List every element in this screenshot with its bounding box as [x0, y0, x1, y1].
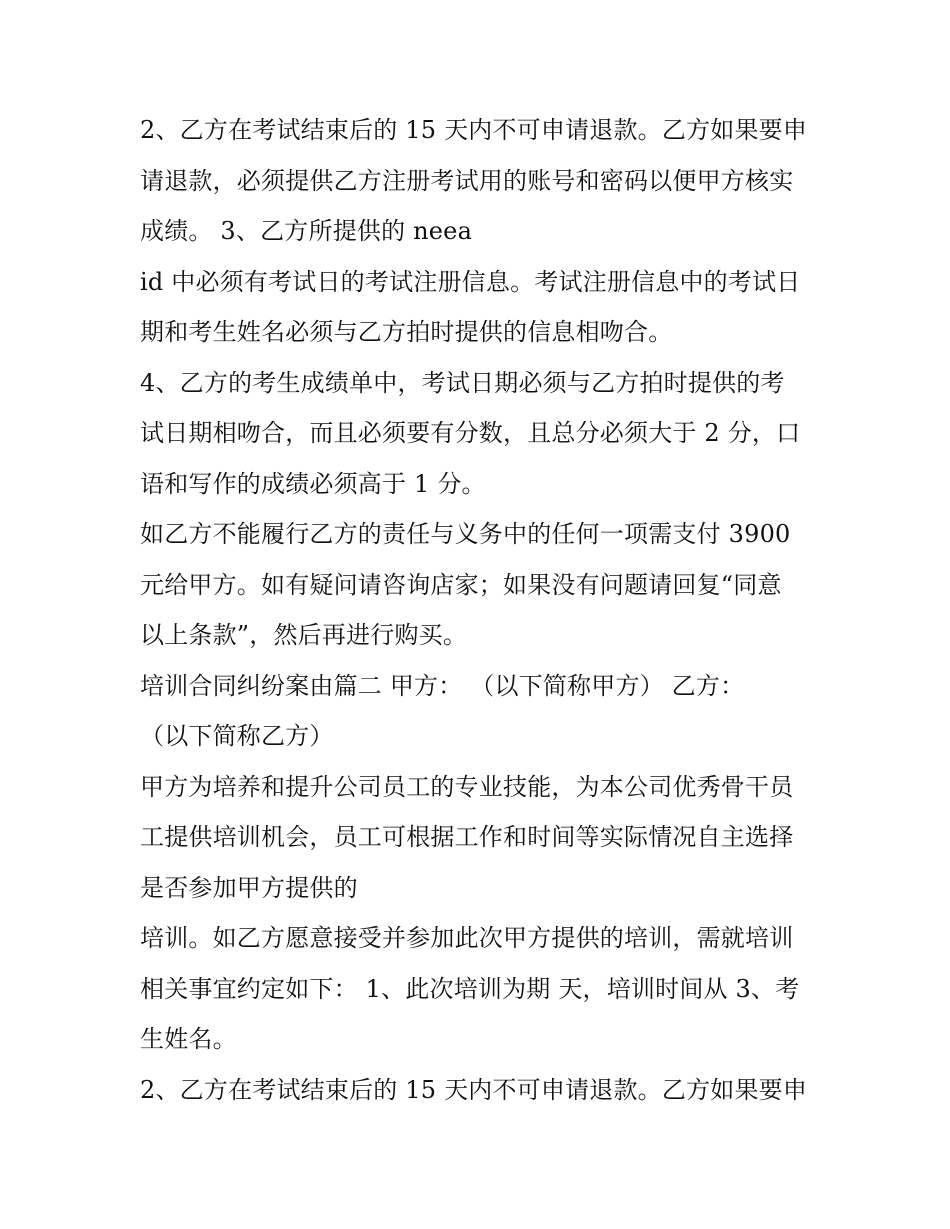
text-line: 4、乙方的考生成绩单中，考试日期必须与乙方拍时提供的考 — [140, 368, 785, 397]
text-line: 生姓名。 — [140, 1025, 237, 1053]
text-line: 期和考生姓名必须与乙方拍时提供的信息相吻合。 — [140, 318, 673, 346]
text-line: 是否参加甲方提供的 — [140, 873, 358, 902]
text-line: 以上条款”，然后再进行购买。 — [140, 621, 468, 649]
text-line: 相关事宜约定如下： 1、此次培训为期 天，培训时间从 3、考 — [140, 974, 800, 1003]
text-line: 甲方为培养和提升公司员工的专业技能，为本公司优秀骨干员 — [140, 772, 794, 801]
text-line: 如乙方不能履行乙方的责任与义务中的任何一项需支付 3900 — [140, 520, 791, 548]
text-line: 2、乙方在考试结束后的 15 天内不可申请退款。乙方如果要申 — [140, 1075, 808, 1104]
text-line: id 中必须有考试日的考试注册信息。考试注册信息中的考试日 — [140, 267, 801, 296]
text-line: 2、乙方在考试结束后的 15 天内不可申请退款。乙方如果要申 — [140, 116, 808, 144]
text-line: 培训。如乙方愿意接受并参加此次甲方提供的培训，需就培训 — [140, 924, 794, 952]
text-line: 语和写作的成绩必须高于 1 分。 — [140, 469, 486, 498]
text-line: 请退款，必须提供乙方注册考试用的账号和密码以便甲方核实 — [140, 166, 794, 195]
section-heading-line: 培训合同纠纷案由篇二 甲方： （以下简称甲方） 乙方： — [140, 671, 745, 700]
text-line: 试日期相吻合，而且必须要有分数，且总分必须大于 2 分，口 — [140, 419, 801, 447]
text-line: 元给甲方。如有疑问请咨询店家；如果没有问题请回复“同意 — [140, 570, 782, 599]
text-line: （以下简称乙方） — [140, 722, 334, 750]
text-line: 工提供培训机会，员工可根据工作和时间等实际情况自主选择 — [140, 823, 794, 851]
text-line: 成绩。 3、乙方所提供的 neea — [140, 217, 473, 245]
document-body — [140, 105, 830, 1115]
